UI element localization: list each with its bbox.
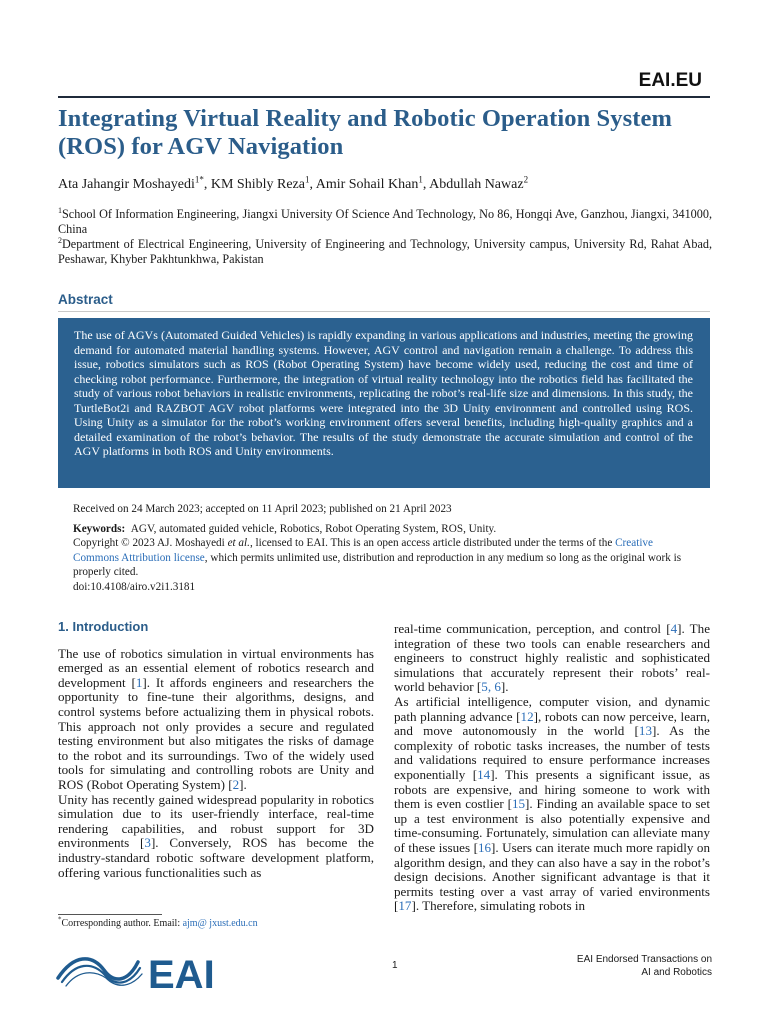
- citation-link[interactable]: 17: [398, 898, 412, 914]
- citation-link[interactable]: 13: [638, 723, 652, 739]
- journal-brand: EAI.EU: [638, 70, 702, 91]
- copyright-text: Copyright © 2023 AJ. Moshayedi: [73, 537, 228, 549]
- keywords: AGV, automated guided vehicle, Robotics, Robot Operating System, ROS, Unity.: [130, 522, 497, 535]
- citation-link[interactable]: 2: [232, 776, 240, 792]
- affiliation-mark: 1: [58, 205, 62, 215]
- affiliation-1: [58, 207, 712, 237]
- abstract-text: The use of AGVs (Automated Guided Vehicles) is rapidly expanding in various applications and industries, meeting the growing demand for automated material handling systems. However, AGV control and navigation remain a challenge. To address this issue, robotics simulators such as ROS (Robot Operating System) have become widely used, reducing the cost and time of checking robot performance. Furthermore, the integration of virtual reality technology into the robotics field has facilitated the study of various robot behaviors in realistic environments, replicating the robot’s real-life size and dimensions. In this study, the TurtleBot2i and RAZBOT AGV robot platforms were integrated into the 3D Unity environment and controlled using ROS. Using Unity as a simulator for the robot’s working environment offers several benefits, including high-quality graphics and a detailed examination of the robot’s behavior. The results of the study demonstrate the accurate simulation and control of the AGV platforms in both ROS and Unity environments.: [74, 328, 693, 458]
- eai-logo: [54, 948, 224, 994]
- footnote: [58, 915, 258, 930]
- copyright-text: , which permits unlimited use, distribution and reproduction in any medium so long as the original work is properly cited.: [73, 551, 682, 578]
- license-link[interactable]: Creative Commons Attribution license: [73, 537, 653, 564]
- keywords-line: [73, 522, 695, 537]
- paragraph-text: ]. Conversely, ROS has become the industry-standard robotic software development platform, offering various functionalities such as: [58, 835, 374, 880]
- paragraph-text: ], robots can now perceive, learn, and move autonomously in the world [: [394, 708, 710, 739]
- article-meta: [73, 502, 695, 594]
- affiliation-mark: 2: [58, 235, 62, 245]
- author-name: KM Shibly Reza: [210, 177, 305, 192]
- copyright-text: , licensed to EAI. This is an open access article distributed under the terms of the: [249, 537, 616, 549]
- keywords-label: Keywords:: [73, 522, 126, 535]
- copyright-etal: et al.: [227, 537, 250, 549]
- logo-text: EAI: [148, 953, 215, 994]
- author-list: [58, 176, 718, 194]
- abstract-box: [58, 318, 710, 488]
- paragraph: [58, 647, 374, 793]
- journal-name: [577, 953, 712, 979]
- citation-link[interactable]: 4: [670, 621, 678, 636]
- citation-link[interactable]: 14: [477, 766, 491, 782]
- citation-link[interactable]: 5, 6: [481, 679, 501, 695]
- affiliation-text: School Of Information Engineering, Jiangxi University Of Science And Technology, No 86, Hongqi Ave, Ganzhou, Jiangxi, 341000, China: [58, 207, 712, 236]
- author-affiliation-mark: 1*: [194, 174, 204, 185]
- paragraph-text: The use of robotics simulation in virtual environments has emerged as an essential element of robotics research and development [: [58, 645, 374, 690]
- paragraph-text: ]. This presents a significant issue, as robots are expensive, and hiring someone to work with them is even costlier [: [394, 766, 710, 812]
- paragraph-text: ]. Therefore, simulating robots in: [411, 898, 586, 914]
- paragraph: [58, 793, 374, 881]
- paragraph-text: ]. Finding an available space to set up a test environment is also potentially expensive and time-consuming. Fortunately, simulation can alleviate many of these issues [: [394, 796, 710, 855]
- paragraph-text: ]. The integration of these two tools can enable researchers and engineers to construct highly realistic and sophisticated simulations that accurately represent their robots’ real-world behavior [: [394, 621, 711, 695]
- paragraph-text: ]. It affords engineers and researchers the opportunity to fine-tune their algorithms, designs, and control systems before actualizing them in physical robots. This approach not only provides a secure and regulated testing environment but also mitigates the risks of damage to the robot and its surroundings. Two of the widely used tools for simulating and controlling robots are Unity and ROS (Robot Operating System) [: [58, 674, 374, 792]
- author-separator: ,: [203, 177, 211, 192]
- doi[interactable]: doi:10.4108/airo.v2i1.3181: [73, 580, 196, 593]
- journal-line: AI and Robotics: [641, 967, 712, 978]
- copyright-notice: [73, 536, 695, 580]
- paragraph-text: ].: [239, 776, 247, 792]
- affiliation-text: Department of Electrical Engineering, University of Engineering and Technology, University campus, University Rd, Rahat Abad, Peshawar, Khyber Pakhtunkhwa, Pakistan: [58, 237, 712, 266]
- footnote-text: Corresponding author. Email:: [61, 918, 183, 929]
- section-heading-introduction: 1. Introduction: [58, 619, 149, 634]
- citation-link[interactable]: 15: [511, 796, 526, 812]
- paragraph-text: As artificial intelligence, computer vision, and dynamic path planning advance [: [394, 693, 710, 724]
- journal-line: EAI Endorsed Transactions on: [576, 954, 712, 965]
- citation-link[interactable]: 12: [520, 708, 534, 724]
- paragraph-text: ]. As the complexity of robotic tasks increases, the number of tests and validations required to ensure performance increases exponentially [: [394, 723, 710, 782]
- publication-dates: Received on 24 March 2023; accepted on 11 April 2023; published on 21 April 2023: [73, 503, 452, 515]
- paper-title: Integrating Virtual Reality and Robotic Operation System (ROS) for AGV Navigation: [58, 105, 672, 160]
- eai-logo-icon: [54, 948, 224, 994]
- column-left: [58, 620, 374, 880]
- affiliations: [58, 207, 712, 267]
- author-name: Ata Jahangir Moshayedi: [58, 177, 195, 192]
- citation-link[interactable]: 3: [144, 835, 151, 851]
- abstract-rule: [58, 311, 710, 312]
- citation-link[interactable]: 16: [477, 839, 492, 855]
- author-affiliation-mark: 2: [523, 174, 529, 185]
- paragraph-text: Unity has recently gained widespread popularity in robotics simulation due to its user-friendly interface, real-time rendering capabilities, and robust support for 3D environments [: [58, 791, 374, 851]
- author-separator: ,: [422, 177, 430, 192]
- affiliation-2: [58, 237, 712, 267]
- author-name: Amir Sohail Khan: [315, 177, 419, 192]
- abstract-heading: Abstract: [58, 292, 113, 307]
- header-rule: [58, 96, 710, 98]
- column-right: [394, 622, 710, 914]
- author-affiliation-mark: 1: [304, 174, 310, 185]
- author-name: Abdullah Nawaz: [429, 177, 524, 192]
- paragraph: [394, 695, 710, 914]
- author-separator: ,: [309, 177, 316, 192]
- email-link[interactable]: ajm@ jxust.edu.cn: [182, 918, 258, 929]
- paragraph-text: real-time communication, perception, and control [: [394, 621, 671, 636]
- page-number: 1: [392, 960, 398, 971]
- author-affiliation-mark: 1: [418, 174, 423, 185]
- citation-link[interactable]: 1: [135, 674, 143, 690]
- footnote-rule: [58, 914, 162, 915]
- paragraph: [394, 622, 710, 695]
- footnote-mark: *: [58, 915, 62, 924]
- paragraph-text: ].: [500, 679, 509, 695]
- paragraph-text: ]. Users can iterate much more rapidly on algorithm design, and they can also have a say in the robot’s design decisions. Another significant advantage is that it permits testing over a vast array of varied environments [: [394, 839, 710, 914]
